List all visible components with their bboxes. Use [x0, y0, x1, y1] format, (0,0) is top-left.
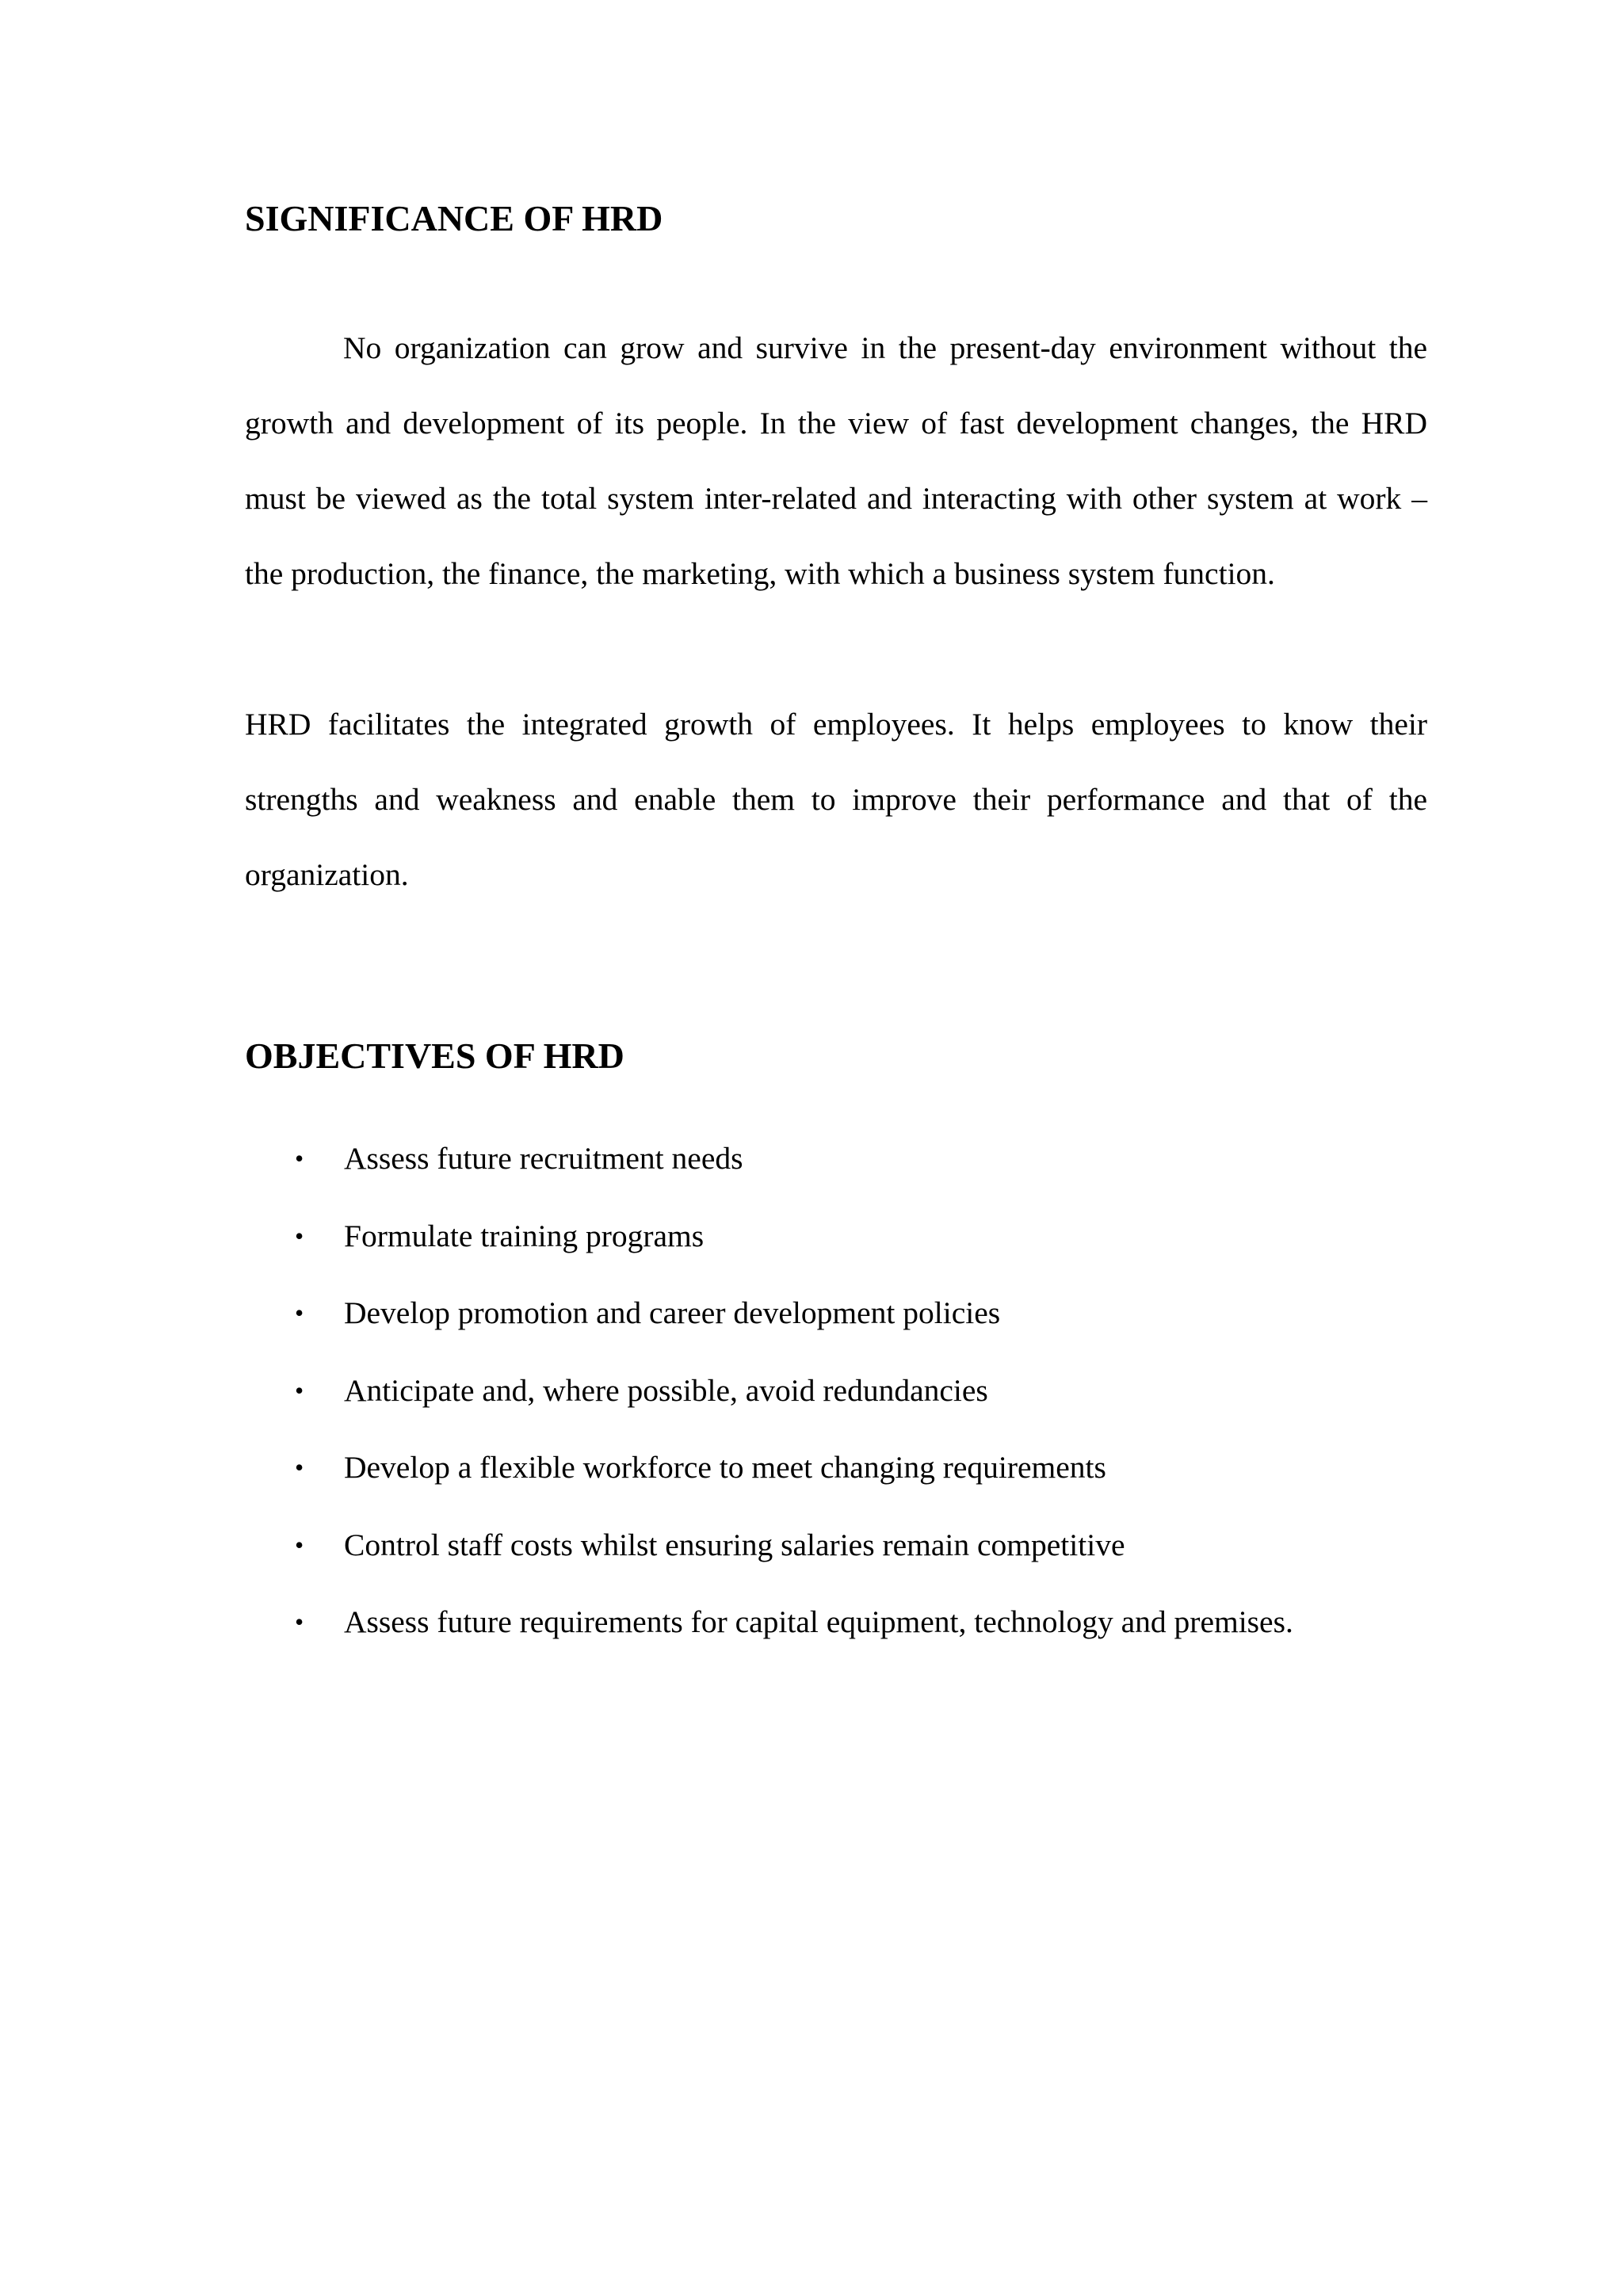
list-item-text: Assess future recruitment needs — [344, 1141, 743, 1176]
list-item — [245, 1507, 1427, 1585]
bullet-icon: • — [295, 1608, 304, 1636]
list-item — [245, 1429, 1427, 1507]
list-item-text: Assess future requirements for capital equipment, technology and premises. — [344, 1604, 1293, 1639]
section-heading-objectives: OBJECTIVES OF HRD — [245, 1035, 624, 1076]
list-item-text: Develop promotion and career development policies — [344, 1295, 1001, 1330]
list-item — [245, 1584, 1427, 1661]
bullet-icon: • — [295, 1530, 304, 1559]
paragraph-significance-2: HRD facilitates the integrated growth of employees. It helps employees to know their strengths and weakness and enable them to improve their performance and that of the organization. — [245, 707, 1427, 892]
list-item — [245, 1198, 1427, 1276]
list-item-text: Formulate training programs — [344, 1218, 705, 1253]
list-item — [245, 1275, 1427, 1352]
bullet-icon: • — [295, 1453, 304, 1482]
bullet-icon: • — [295, 1144, 304, 1173]
list-item — [245, 1120, 1427, 1198]
bullet-icon: • — [295, 1221, 304, 1250]
list-item — [245, 1352, 1427, 1430]
bullet-icon: • — [295, 1375, 304, 1405]
paragraph-significance-1: No organization can grow and survive in the present-day environment without the growth and development of its people. In the view of fast development changes, the HRD must be viewed as the total system inter-related and interacting with other system at work – the production, the finance, the marketing, with which a business system function. — [245, 330, 1427, 591]
list-item-text: Control staff costs whilst ensuring salaries remain competitive — [344, 1527, 1125, 1562]
bullet-icon: • — [295, 1299, 304, 1327]
objectives-list — [245, 1120, 1427, 1661]
list-item-text: Anticipate and, where possible, avoid redundancies — [344, 1372, 988, 1408]
section-heading-significance: SIGNIFICANCE OF HRD — [245, 198, 663, 238]
list-item-text: Develop a flexible workforce to meet changing requirements — [344, 1450, 1106, 1485]
